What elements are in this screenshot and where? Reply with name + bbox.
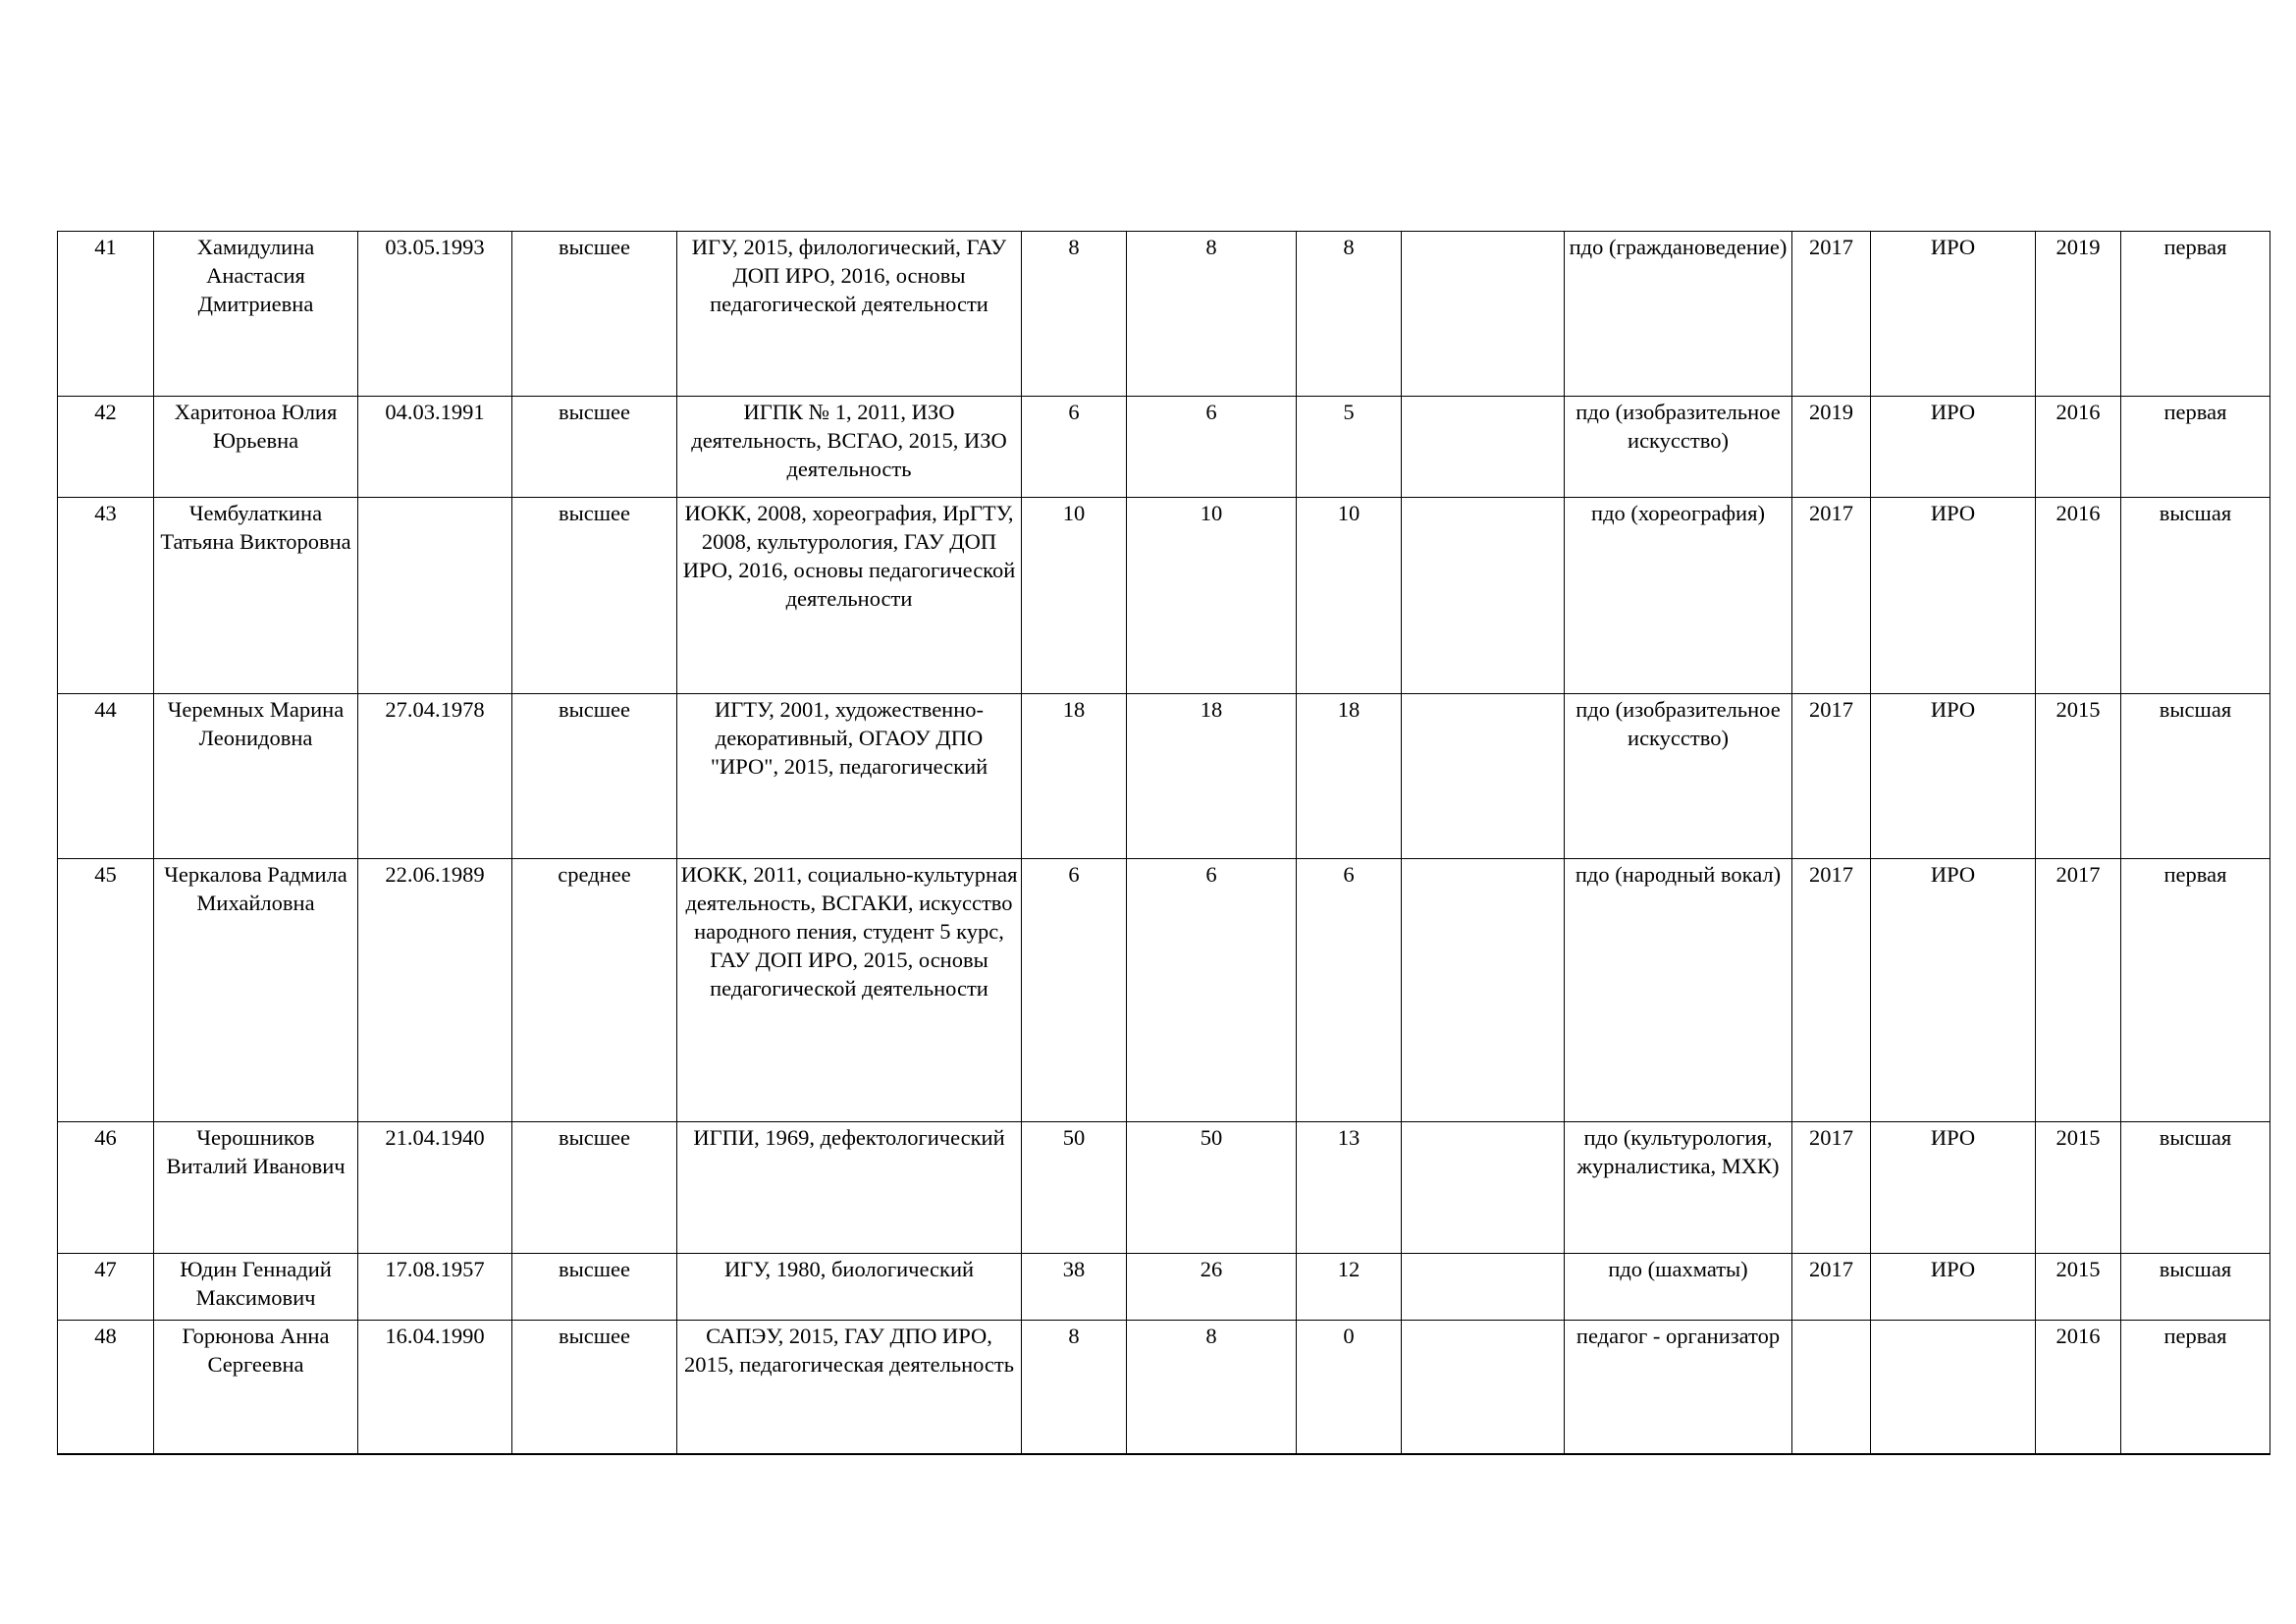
- certification-year-cell: 2015: [2036, 1122, 2121, 1254]
- pedagogical-experience-cell: 6: [1127, 397, 1297, 498]
- row-number-cell: 48: [58, 1321, 154, 1454]
- education-level-cell: высшее: [512, 1321, 677, 1454]
- row-number-cell: 47: [58, 1254, 154, 1321]
- empty-cell-cell: [1402, 232, 1565, 397]
- certification-year-cell: 2015: [2036, 694, 2121, 859]
- position-cell: пдо (изобразительное искусство): [1565, 694, 1792, 859]
- total-experience-cell: 8: [1022, 232, 1127, 397]
- full-name-cell: Горюнова Анна Сергеевна: [154, 1321, 358, 1454]
- row-number-cell: 43: [58, 498, 154, 694]
- qualification-category-cell: первая: [2121, 1321, 2270, 1454]
- education-level-cell: высшее: [512, 498, 677, 694]
- position-cell: пдо (изобразительное искусство): [1565, 397, 1792, 498]
- position-cell: пдо (шахматы): [1565, 1254, 1792, 1321]
- course-organization-cell: ИРО: [1871, 232, 2036, 397]
- position-cell: педагог - организатор: [1565, 1321, 1792, 1454]
- course-year-cell: 2017: [1792, 1122, 1871, 1254]
- birth-date-cell: 16.04.1990: [358, 1321, 512, 1454]
- pedagogical-experience-cell: 8: [1127, 232, 1297, 397]
- education-details-cell: ИГУ, 2015, филологический, ГАУ ДОП ИРО, 2016, основы педагогической деятельности: [677, 232, 1022, 397]
- institution-experience-cell: 10: [1297, 498, 1402, 694]
- certification-year-cell: 2017: [2036, 859, 2121, 1122]
- row-number-cell: 45: [58, 859, 154, 1122]
- pedagogical-experience-cell: 26: [1127, 1254, 1297, 1321]
- education-details-cell: САПЭУ, 2015, ГАУ ДПО ИРО, 2015, педагогическая деятельность: [677, 1321, 1022, 1454]
- total-experience-cell: 6: [1022, 397, 1127, 498]
- institution-experience-cell: 13: [1297, 1122, 1402, 1254]
- pedagogical-experience-cell: 18: [1127, 694, 1297, 859]
- birth-date-cell: [358, 498, 512, 694]
- row-number-cell: 42: [58, 397, 154, 498]
- education-details-cell: ИГПК № 1, 2011, ИЗО деятельность, ВСГАО, 2015, ИЗО деятельность: [677, 397, 1022, 498]
- pedagogical-experience-cell: 8: [1127, 1321, 1297, 1454]
- empty-cell-cell: [1402, 694, 1565, 859]
- course-organization-cell: ИРО: [1871, 498, 2036, 694]
- birth-date-cell: 22.06.1989: [358, 859, 512, 1122]
- full-name-cell: Юдин Геннадий Максимович: [154, 1254, 358, 1321]
- row-number-cell: 44: [58, 694, 154, 859]
- education-details-cell: ИГТУ, 2001, художественно-декоративный, ОГАОУ ДПО "ИРО", 2015, педагогический: [677, 694, 1022, 859]
- institution-experience-cell: 18: [1297, 694, 1402, 859]
- table-row: [58, 397, 2270, 498]
- education-details-cell: ИОКК, 2008, хореография, ИрГТУ, 2008, культурология, ГАУ ДОП ИРО, 2016, основы педагогической деятельности: [677, 498, 1022, 694]
- row-number-cell: 41: [58, 232, 154, 397]
- institution-experience-cell: 6: [1297, 859, 1402, 1122]
- course-year-cell: 2017: [1792, 232, 1871, 397]
- empty-cell-cell: [1402, 1254, 1565, 1321]
- table-row: [58, 1321, 2270, 1454]
- certification-year-cell: 2015: [2036, 1254, 2121, 1321]
- empty-cell-cell: [1402, 859, 1565, 1122]
- education-level-cell: высшее: [512, 397, 677, 498]
- row-number-cell: 46: [58, 1122, 154, 1254]
- empty-cell-cell: [1402, 397, 1565, 498]
- pedagogical-experience-cell: 50: [1127, 1122, 1297, 1254]
- education-details-cell: ИГУ, 1980, биологический: [677, 1254, 1022, 1321]
- course-year-cell: 2017: [1792, 1254, 1871, 1321]
- empty-cell-cell: [1402, 1321, 1565, 1454]
- birth-date-cell: 03.05.1993: [358, 232, 512, 397]
- full-name-cell: Чембулаткина Татьяна Викторовна: [154, 498, 358, 694]
- position-cell: пдо (граждановедение): [1565, 232, 1792, 397]
- full-name-cell: Черкалова Радмила Михайловна: [154, 859, 358, 1122]
- pedagogical-experience-cell: 6: [1127, 859, 1297, 1122]
- qualification-category-cell: высшая: [2121, 1254, 2270, 1321]
- course-year-cell: 2019: [1792, 397, 1871, 498]
- qualification-category-cell: высшая: [2121, 1122, 2270, 1254]
- education-level-cell: высшее: [512, 1254, 677, 1321]
- education-level-cell: среднее: [512, 859, 677, 1122]
- table-row: [58, 232, 2270, 397]
- full-name-cell: Хамидулина Анастасия Дмитриевна: [154, 232, 358, 397]
- certification-year-cell: 2016: [2036, 397, 2121, 498]
- qualification-category-cell: первая: [2121, 397, 2270, 498]
- education-level-cell: высшее: [512, 232, 677, 397]
- empty-cell-cell: [1402, 1122, 1565, 1254]
- course-organization-cell: ИРО: [1871, 859, 2036, 1122]
- qualification-category-cell: высшая: [2121, 498, 2270, 694]
- position-cell: пдо (культурология, журналистика, МХК): [1565, 1122, 1792, 1254]
- table-row: [58, 694, 2270, 859]
- total-experience-cell: 38: [1022, 1254, 1127, 1321]
- institution-experience-cell: 8: [1297, 232, 1402, 397]
- table-row: [58, 498, 2270, 694]
- course-organization-cell: ИРО: [1871, 1254, 2036, 1321]
- position-cell: пдо (народный вокал): [1565, 859, 1792, 1122]
- full-name-cell: Харитоноа Юлия Юрьевна: [154, 397, 358, 498]
- full-name-cell: Черемных Марина Леонидовна: [154, 694, 358, 859]
- staff-table: [57, 231, 2270, 1455]
- course-year-cell: 2017: [1792, 859, 1871, 1122]
- education-level-cell: высшее: [512, 1122, 677, 1254]
- course-organization-cell: ИРО: [1871, 1122, 2036, 1254]
- table-row: [58, 1254, 2270, 1321]
- total-experience-cell: 10: [1022, 498, 1127, 694]
- course-organization-cell: ИРО: [1871, 694, 2036, 859]
- total-experience-cell: 6: [1022, 859, 1127, 1122]
- education-details-cell: ИОКК, 2011, социально-культурная деятельность, ВСГАКИ, искусство народного пения, студент 5 курс, ГАУ ДОП ИРО, 2015, основы педагогической деятельности: [677, 859, 1022, 1122]
- institution-experience-cell: 0: [1297, 1321, 1402, 1454]
- total-experience-cell: 8: [1022, 1321, 1127, 1454]
- certification-year-cell: 2019: [2036, 232, 2121, 397]
- total-experience-cell: 18: [1022, 694, 1127, 859]
- table-body: [58, 232, 2270, 1454]
- birth-date-cell: 27.04.1978: [358, 694, 512, 859]
- certification-year-cell: 2016: [2036, 1321, 2121, 1454]
- birth-date-cell: 21.04.1940: [358, 1122, 512, 1254]
- total-experience-cell: 50: [1022, 1122, 1127, 1254]
- course-organization-cell: [1871, 1321, 2036, 1454]
- birth-date-cell: 17.08.1957: [358, 1254, 512, 1321]
- birth-date-cell: 04.03.1991: [358, 397, 512, 498]
- course-organization-cell: ИРО: [1871, 397, 2036, 498]
- education-details-cell: ИГПИ, 1969, дефектологический: [677, 1122, 1022, 1254]
- full-name-cell: Черошников Виталий Иванович: [154, 1122, 358, 1254]
- qualification-category-cell: первая: [2121, 232, 2270, 397]
- table-row: [58, 1122, 2270, 1254]
- course-year-cell: 2017: [1792, 694, 1871, 859]
- course-year-cell: [1792, 1321, 1871, 1454]
- empty-cell-cell: [1402, 498, 1565, 694]
- certification-year-cell: 2016: [2036, 498, 2121, 694]
- education-level-cell: высшее: [512, 694, 677, 859]
- institution-experience-cell: 5: [1297, 397, 1402, 498]
- institution-experience-cell: 12: [1297, 1254, 1402, 1321]
- qualification-category-cell: высшая: [2121, 694, 2270, 859]
- position-cell: пдо (хореография): [1565, 498, 1792, 694]
- table-row: [58, 859, 2270, 1122]
- pedagogical-experience-cell: 10: [1127, 498, 1297, 694]
- qualification-category-cell: первая: [2121, 859, 2270, 1122]
- course-year-cell: 2017: [1792, 498, 1871, 694]
